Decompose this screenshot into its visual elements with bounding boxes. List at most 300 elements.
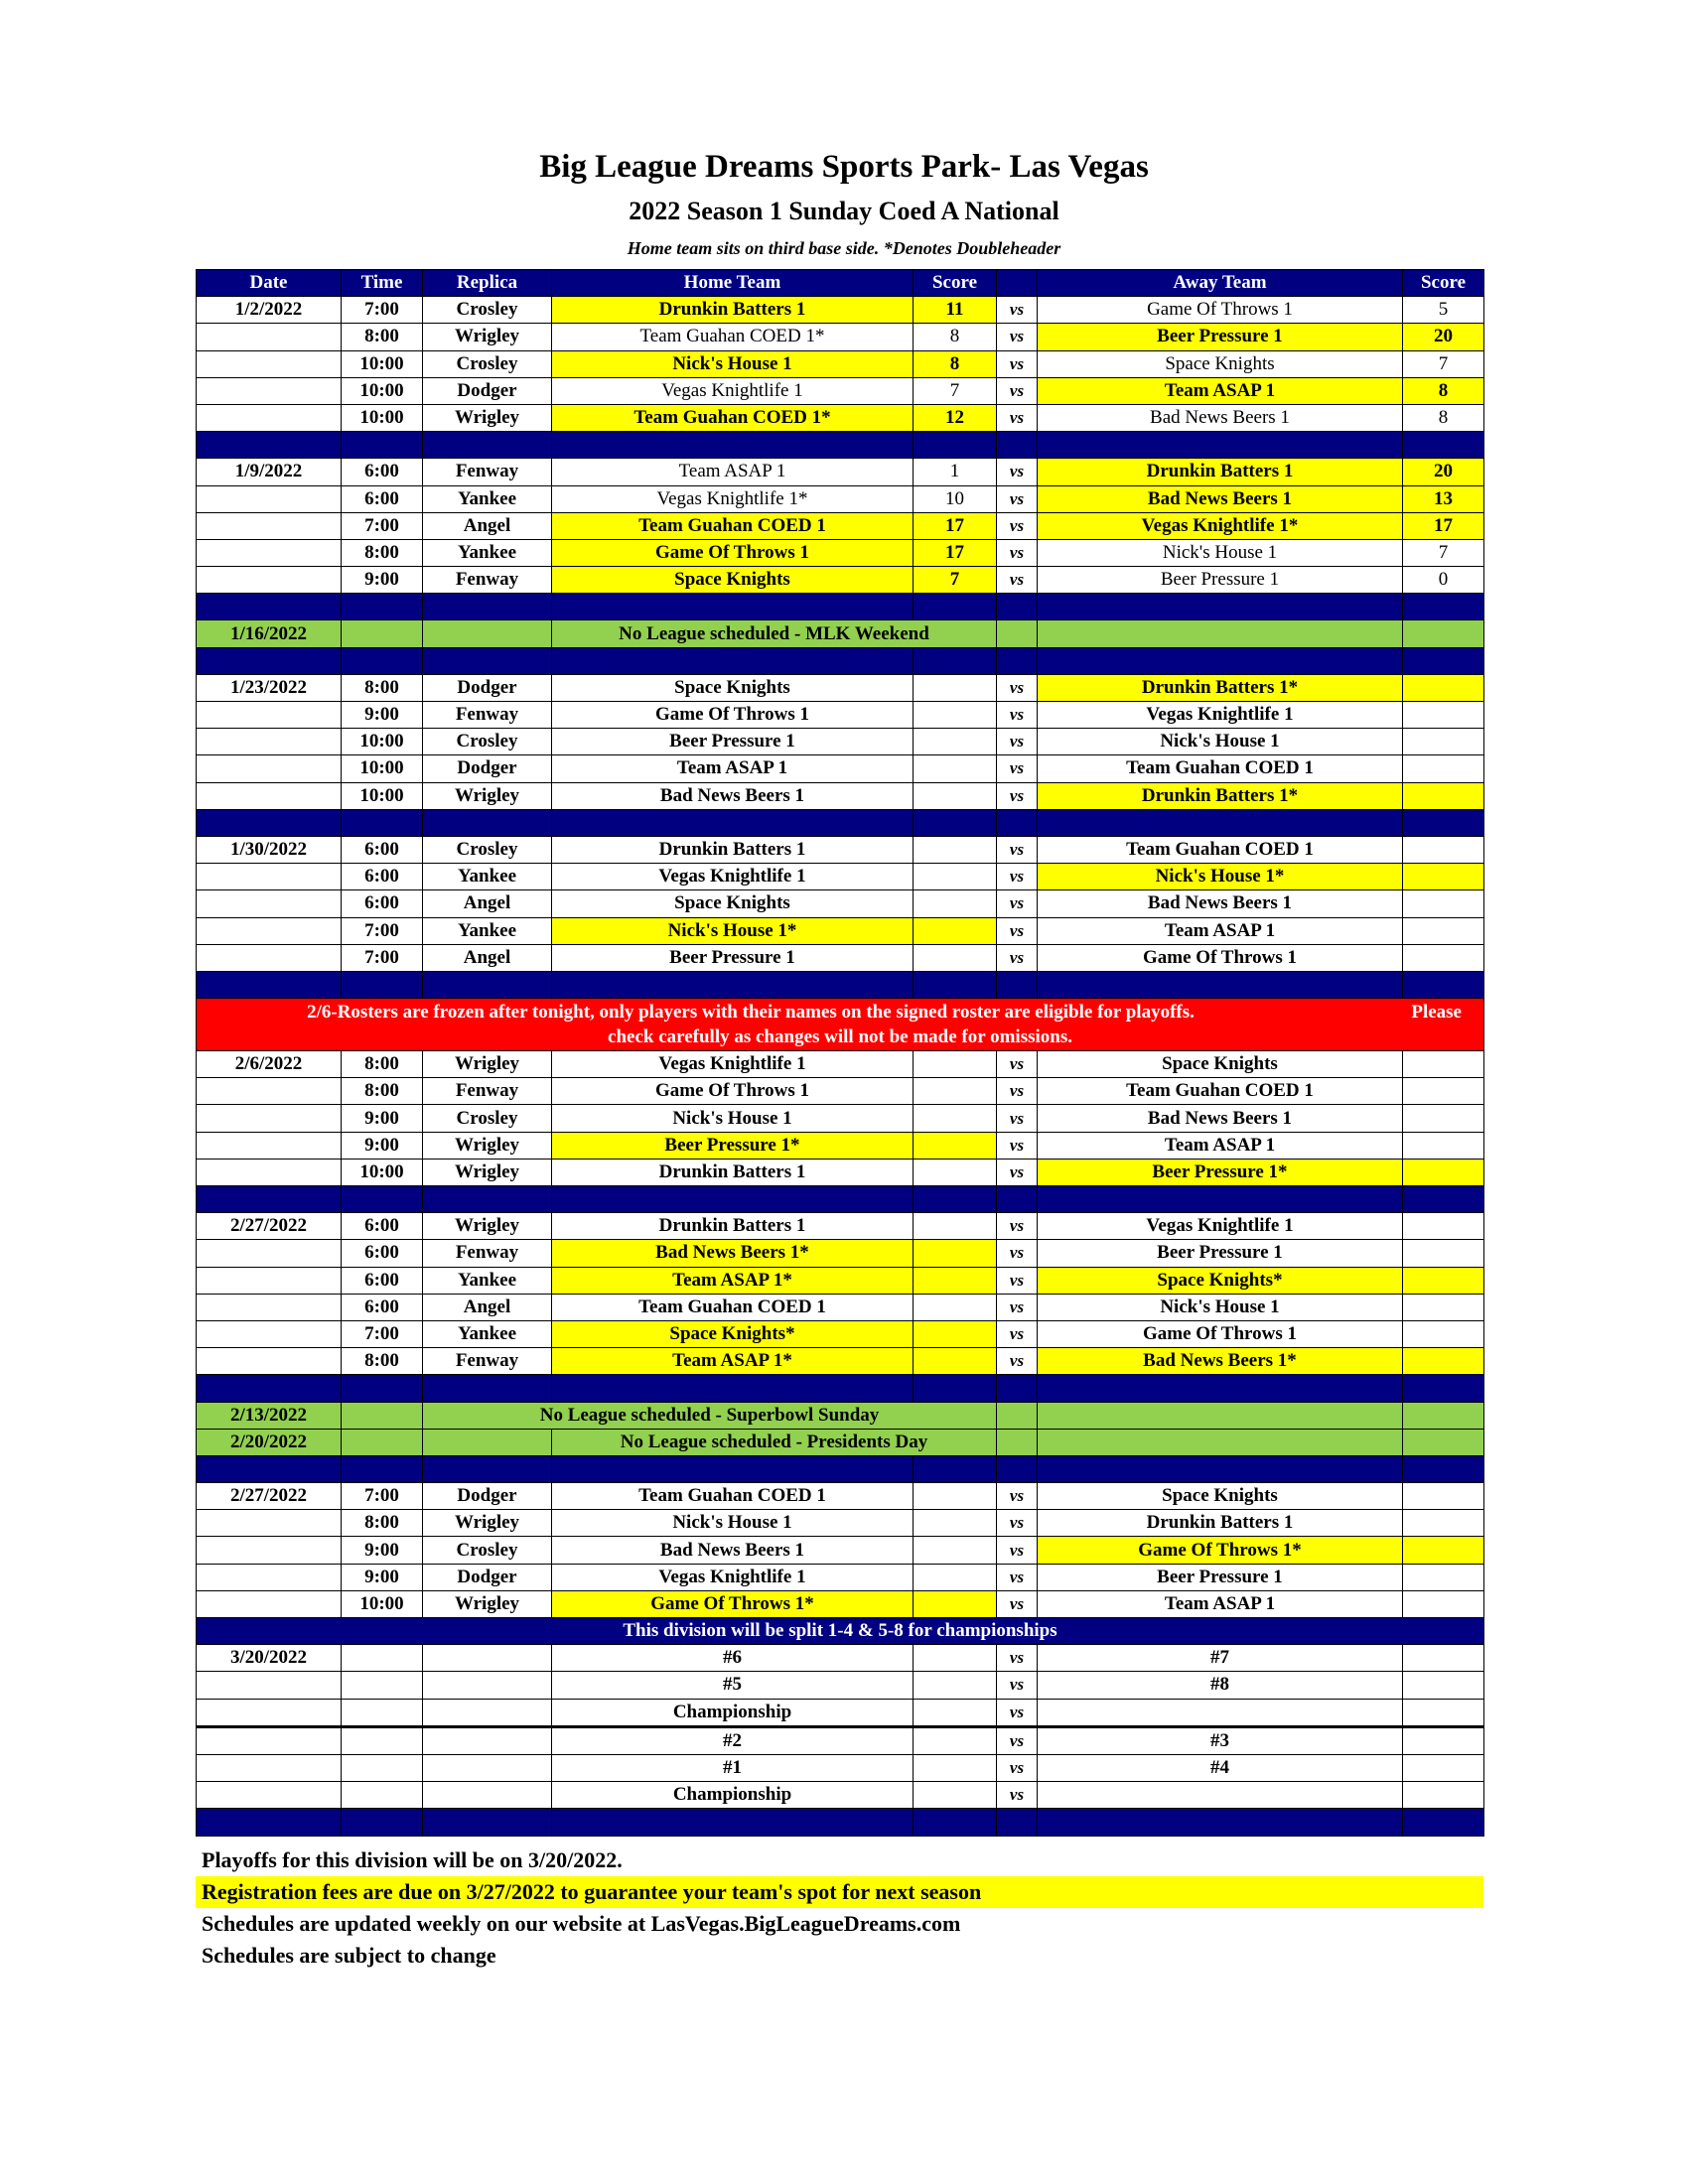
row-date: [197, 1294, 342, 1320]
no-league-row: [197, 620, 1484, 647]
row-home-team: Vegas Knightlife 1*: [552, 485, 914, 512]
page-note: Home team sits on third base side. *Denotes Doubleheader: [627, 238, 1061, 258]
row-away-team: Bad News Beers 1*: [1038, 1348, 1403, 1375]
row-home-score: [914, 1537, 997, 1564]
row-away-score: [1403, 755, 1484, 782]
row-home-team: Drunkin Batters 1: [552, 1213, 914, 1240]
row-vs: vs: [997, 1348, 1038, 1375]
no-league-text: No League scheduled - Superbowl Sunday: [423, 1402, 997, 1429]
separator-cell: [1403, 1186, 1484, 1213]
row-field: Wrigley: [423, 1510, 552, 1537]
separator-cell: [914, 1809, 997, 1836]
separator-cell: [552, 971, 914, 998]
table-header-row: [197, 270, 1484, 297]
roster-alert-wrap: [197, 1000, 1483, 1049]
separator-cell: [914, 432, 997, 459]
row-field: Wrigley: [423, 782, 552, 809]
row-away-team: Space Knights: [1038, 1483, 1403, 1510]
separator-cell: [914, 1186, 997, 1213]
row-home-team: Space Knights: [552, 567, 914, 594]
separator-cell: [997, 1186, 1038, 1213]
row-time: [342, 620, 423, 647]
row-date: [197, 1267, 342, 1294]
row-home-team: #2: [552, 1726, 914, 1754]
row-home-score: [914, 864, 997, 890]
row-field: Crosley: [423, 1105, 552, 1132]
row-time: 8:00: [342, 539, 423, 566]
row-field: Wrigley: [423, 1590, 552, 1617]
row-home-score: [914, 1782, 997, 1809]
row-vs: vs: [997, 350, 1038, 377]
row-time: 6:00: [342, 459, 423, 485]
separator-cell: [1038, 594, 1403, 620]
separator-row: [197, 1375, 1484, 1402]
separator-cell: [197, 809, 342, 836]
game-row: [197, 917, 1484, 944]
game-row: [197, 1213, 1484, 1240]
row-away-score: [1403, 864, 1484, 890]
row-away-score: [1403, 620, 1484, 647]
row-field: Wrigley: [423, 404, 552, 431]
row-away-score: [1403, 1672, 1484, 1699]
row-field: Fenway: [423, 1078, 552, 1105]
row-field: Wrigley: [423, 1213, 552, 1240]
row-vs: vs: [997, 1078, 1038, 1105]
row-away-score: [1403, 1240, 1484, 1267]
row-home-team: #6: [552, 1645, 914, 1672]
game-row: [197, 755, 1484, 782]
row-home-team: Beer Pressure 1*: [552, 1132, 914, 1159]
row-away-score: [1403, 729, 1484, 755]
col-away-header: Away Team: [1038, 270, 1403, 297]
row-time: 8:00: [342, 1348, 423, 1375]
row-date: [197, 1754, 342, 1781]
row-away-score: [1403, 1782, 1484, 1809]
row-home-team: Team Guahan COED 1: [552, 1294, 914, 1320]
separator-row: [197, 809, 1484, 836]
game-row: [197, 702, 1484, 729]
row-home-score: [914, 1754, 997, 1781]
separator-row: [197, 971, 1484, 998]
row-field: Crosley: [423, 836, 552, 863]
no-league-text: No League scheduled - Presidents Day: [552, 1429, 997, 1455]
row-home-team: Championship: [552, 1699, 914, 1726]
row-away-team: Bad News Beers 1: [1038, 485, 1403, 512]
row-vs: vs: [997, 1590, 1038, 1617]
separator-cell: [423, 1809, 552, 1836]
row-home-score: [914, 1726, 997, 1754]
roster-alert: [197, 999, 1484, 1051]
row-away-team: Game Of Throws 1: [1038, 297, 1403, 324]
row-home-score: [914, 755, 997, 782]
row-time: 10:00: [342, 782, 423, 809]
row-home-score: [914, 944, 997, 971]
row-away-team: Bad News Beers 1: [1038, 890, 1403, 917]
row-home-team: Bad News Beers 1*: [552, 1240, 914, 1267]
row-home-score: 12: [914, 404, 997, 431]
row-home-score: [914, 890, 997, 917]
separator-cell: [914, 809, 997, 836]
row-field: Yankee: [423, 917, 552, 944]
row-time: [342, 1645, 423, 1672]
row-away-team: Beer Pressure 1: [1038, 324, 1403, 350]
row-home-team: Bad News Beers 1: [552, 782, 914, 809]
row-away-team: Game Of Throws 1: [1038, 944, 1403, 971]
row-home-team: Team Guahan COED 1*: [552, 404, 914, 431]
game-row: [197, 377, 1484, 404]
separator-row: [197, 1455, 1484, 1482]
separator-cell: [423, 1375, 552, 1402]
separator-cell: [1403, 594, 1484, 620]
row-field: Yankee: [423, 1267, 552, 1294]
separator-cell: [342, 594, 423, 620]
row-time: 10:00: [342, 755, 423, 782]
website-note: Schedules are updated weekly on our website at LasVegas.BigLeagueDreams.com: [202, 1911, 961, 1936]
row-away-team: Bad News Beers 1: [1038, 1105, 1403, 1132]
row-away-team: Drunkin Batters 1: [1038, 1510, 1403, 1537]
game-row: [197, 350, 1484, 377]
row-date: [197, 567, 342, 594]
row-time: 8:00: [342, 1078, 423, 1105]
row-home-team: Game Of Throws 1: [552, 539, 914, 566]
row-home-team: Nick's House 1: [552, 1510, 914, 1537]
row-vs: vs: [997, 1294, 1038, 1320]
row-date: [197, 864, 342, 890]
row-date: [197, 1726, 342, 1754]
separator-cell: [914, 647, 997, 674]
game-row: [197, 1132, 1484, 1159]
game-row: [197, 1672, 1484, 1699]
row-vs: vs: [997, 836, 1038, 863]
row-away-team: Drunkin Batters 1*: [1038, 674, 1403, 701]
game-row: [197, 944, 1484, 971]
row-away-score: [1403, 1051, 1484, 1078]
row-time: 7:00: [342, 917, 423, 944]
row-field: Wrigley: [423, 324, 552, 350]
col-home-score-header: Score: [914, 270, 997, 297]
row-home-score: [914, 836, 997, 863]
separator-cell: [342, 809, 423, 836]
game-row: [197, 1537, 1484, 1564]
separator-cell: [997, 1809, 1038, 1836]
row-date: 1/16/2022: [197, 620, 342, 647]
separator-cell: [1038, 1186, 1403, 1213]
game-row: [197, 485, 1484, 512]
game-row: [197, 890, 1484, 917]
row-away-team: Nick's House 1*: [1038, 864, 1403, 890]
row-away-score: [1403, 836, 1484, 863]
row-vs: vs: [997, 1267, 1038, 1294]
separator-cell: [552, 1186, 914, 1213]
row-vs: vs: [997, 1699, 1038, 1726]
row-field: Yankee: [423, 539, 552, 566]
row-time: [342, 1726, 423, 1754]
row-field: Dodger: [423, 755, 552, 782]
row-away-score: [1403, 1078, 1484, 1105]
row-time: 6:00: [342, 1294, 423, 1320]
separator-cell: [197, 1375, 342, 1402]
row-away-team: Space Knights: [1038, 1051, 1403, 1078]
row-away-team: #3: [1038, 1726, 1403, 1754]
row-date: 3/20/2022: [197, 1645, 342, 1672]
row-home-team: Team Guahan COED 1: [552, 1483, 914, 1510]
row-field: Crosley: [423, 729, 552, 755]
separator-cell: [997, 594, 1038, 620]
row-date: [197, 1672, 342, 1699]
separator-cell: [552, 432, 914, 459]
separator-cell: [197, 1186, 342, 1213]
row-field: Yankee: [423, 485, 552, 512]
separator-cell: [423, 647, 552, 674]
col-replica-header: Replica: [423, 270, 552, 297]
row-vs: vs: [997, 1240, 1038, 1267]
row-time: 9:00: [342, 1537, 423, 1564]
row-home-team: #5: [552, 1672, 914, 1699]
row-time: [342, 1429, 423, 1455]
row-home-score: [914, 1699, 997, 1726]
row-home-team: Team ASAP 1*: [552, 1267, 914, 1294]
row-date: 2/13/2022: [197, 1402, 342, 1429]
row-away-team: #7: [1038, 1645, 1403, 1672]
roster-alert-row: [197, 999, 1484, 1051]
row-away-team: [1038, 1699, 1403, 1726]
row-away-score: [1403, 1754, 1484, 1781]
row-time: 7:00: [342, 512, 423, 539]
row-home-score: 11: [914, 297, 997, 324]
row-date: [197, 1159, 342, 1185]
row-away-team: Beer Pressure 1*: [1038, 1159, 1403, 1185]
row-time: 6:00: [342, 1267, 423, 1294]
row-date: [197, 404, 342, 431]
row-date: [197, 539, 342, 566]
row-away-team: Team Guahan COED 1: [1038, 836, 1403, 863]
game-row: [197, 512, 1484, 539]
separator-cell: [997, 971, 1038, 998]
row-date: 1/30/2022: [197, 836, 342, 863]
row-field: Fenway: [423, 1348, 552, 1375]
row-date: [197, 782, 342, 809]
row-date: [197, 1078, 342, 1105]
row-field: Fenway: [423, 567, 552, 594]
row-vs: vs: [997, 755, 1038, 782]
row-field: Wrigley: [423, 1051, 552, 1078]
row-field: Crosley: [423, 1537, 552, 1564]
game-row: [197, 1564, 1484, 1590]
row-vs: vs: [997, 702, 1038, 729]
separator-cell: [1403, 1809, 1484, 1836]
row-field: Dodger: [423, 1564, 552, 1590]
row-field: Fenway: [423, 459, 552, 485]
game-row: [197, 1051, 1484, 1078]
page-subtitle: 2022 Season 1 Sunday Coed A National: [629, 197, 1059, 225]
separator-cell: [423, 971, 552, 998]
row-away-team: Team Guahan COED 1: [1038, 1078, 1403, 1105]
row-vs: vs: [997, 1320, 1038, 1347]
row-home-team: Bad News Beers 1: [552, 1537, 914, 1564]
row-time: 8:00: [342, 1510, 423, 1537]
row-field: Angel: [423, 890, 552, 917]
game-row: [197, 1699, 1484, 1726]
row-away-score: [1403, 1726, 1484, 1754]
row-away-team: Game Of Throws 1: [1038, 1320, 1403, 1347]
row-date: [197, 1510, 342, 1537]
row-vs: vs: [997, 1672, 1038, 1699]
row-home-team: Space Knights*: [552, 1320, 914, 1347]
row-home-score: 7: [914, 567, 997, 594]
separator-cell: [1038, 1455, 1403, 1482]
row-home-team: Team ASAP 1: [552, 755, 914, 782]
row-away-team: Team ASAP 1: [1038, 1590, 1403, 1617]
row-home-team: Vegas Knightlife 1: [552, 377, 914, 404]
row-away-score: 20: [1403, 459, 1484, 485]
row-away-team: #8: [1038, 1672, 1403, 1699]
separator-cell: [552, 1375, 914, 1402]
row-field: [423, 1429, 552, 1455]
separator-row: [197, 594, 1484, 620]
row-time: 9:00: [342, 1105, 423, 1132]
col-time-header: Time: [342, 270, 423, 297]
row-time: 10:00: [342, 404, 423, 431]
row-home-score: [914, 1483, 997, 1510]
col-date-header: Date: [197, 270, 342, 297]
row-home-team: Vegas Knightlife 1: [552, 1051, 914, 1078]
row-away-score: [1403, 917, 1484, 944]
row-field: Dodger: [423, 377, 552, 404]
row-home-score: [914, 1078, 997, 1105]
row-home-team: Team ASAP 1*: [552, 1348, 914, 1375]
row-away-score: [1403, 1294, 1484, 1320]
roster-alert-please: Please: [1411, 1002, 1462, 1024]
separator-cell: [1403, 809, 1484, 836]
row-date: [197, 917, 342, 944]
row-time: [342, 1699, 423, 1726]
row-vs: vs: [997, 485, 1038, 512]
playoffs-note: Playoffs for this division will be on 3/20/2022.: [202, 1847, 623, 1872]
row-away-team: [1038, 1782, 1403, 1809]
separator-cell: [1038, 971, 1403, 998]
row-home-score: [914, 782, 997, 809]
row-away-team: Space Knights*: [1038, 1267, 1403, 1294]
row-date: [197, 944, 342, 971]
col-away-score-header: Score: [1403, 270, 1484, 297]
row-vs: vs: [997, 539, 1038, 566]
row-vs: vs: [997, 1754, 1038, 1781]
row-date: [197, 1348, 342, 1375]
row-time: 6:00: [342, 864, 423, 890]
row-date: 1/9/2022: [197, 459, 342, 485]
game-row: [197, 1240, 1484, 1267]
row-away-team: Nick's House 1: [1038, 729, 1403, 755]
row-away-team: Vegas Knightlife 1: [1038, 1213, 1403, 1240]
row-date: [197, 324, 342, 350]
row-vs: vs: [997, 1564, 1038, 1590]
row-away-score: 20: [1403, 324, 1484, 350]
row-away-team: Space Knights: [1038, 350, 1403, 377]
row-date: [197, 1105, 342, 1132]
row-away-score: [1403, 1320, 1484, 1347]
row-date: 1/2/2022: [197, 297, 342, 324]
row-home-team: #1: [552, 1754, 914, 1781]
row-home-score: [914, 917, 997, 944]
row-home-score: 10: [914, 485, 997, 512]
row-vs: vs: [997, 1645, 1038, 1672]
separator-cell: [552, 809, 914, 836]
row-away-team: Beer Pressure 1: [1038, 567, 1403, 594]
row-field: [423, 1672, 552, 1699]
row-field: [423, 1782, 552, 1809]
row-home-score: [914, 1294, 997, 1320]
row-away-score: [1403, 1483, 1484, 1510]
separator-cell: [197, 432, 342, 459]
row-home-team: Nick's House 1: [552, 350, 914, 377]
row-time: 6:00: [342, 836, 423, 863]
row-home-team: Drunkin Batters 1: [552, 836, 914, 863]
row-date: [197, 702, 342, 729]
row-away-team: Beer Pressure 1: [1038, 1240, 1403, 1267]
row-away-team: Team Guahan COED 1: [1038, 755, 1403, 782]
game-row: [197, 1510, 1484, 1537]
row-time: 7:00: [342, 1320, 423, 1347]
row-home-score: [914, 1672, 997, 1699]
separator-cell: [1403, 1375, 1484, 1402]
row-vs: vs: [997, 377, 1038, 404]
row-time: 10:00: [342, 1590, 423, 1617]
row-away-team: Vegas Knightlife 1: [1038, 702, 1403, 729]
row-field: [423, 1645, 552, 1672]
row-field: Angel: [423, 512, 552, 539]
row-field: Dodger: [423, 674, 552, 701]
game-row: [197, 297, 1484, 324]
separator-cell: [1403, 432, 1484, 459]
row-away-score: [1403, 1510, 1484, 1537]
row-away-score: [1403, 1132, 1484, 1159]
row-home-team: Team ASAP 1: [552, 459, 914, 485]
game-row: [197, 1726, 1484, 1754]
row-home-score: [914, 1510, 997, 1537]
row-away-score: [1403, 782, 1484, 809]
game-row: [197, 836, 1484, 863]
row-time: 10:00: [342, 729, 423, 755]
separator-cell: [423, 1186, 552, 1213]
row-time: 6:00: [342, 1213, 423, 1240]
separator-cell: [342, 1809, 423, 1836]
row-home-team: Game Of Throws 1: [552, 1078, 914, 1105]
row-date: [197, 755, 342, 782]
row-away-score: 7: [1403, 539, 1484, 566]
row-time: 10:00: [342, 350, 423, 377]
row-home-team: Game Of Throws 1*: [552, 1590, 914, 1617]
row-field: Wrigley: [423, 1132, 552, 1159]
row-time: 10:00: [342, 377, 423, 404]
game-row: [197, 1483, 1484, 1510]
row-away-score: [1403, 944, 1484, 971]
row-home-score: 7: [914, 377, 997, 404]
row-away-score: [1403, 1159, 1484, 1185]
row-vs: vs: [997, 917, 1038, 944]
row-date: 1/23/2022: [197, 674, 342, 701]
row-date: [197, 890, 342, 917]
row-vs: vs: [997, 1159, 1038, 1185]
row-date: [197, 485, 342, 512]
row-time: 9:00: [342, 1132, 423, 1159]
page-title: Big League Dreams Sports Park- Las Vegas: [539, 149, 1149, 185]
game-row: [197, 1159, 1484, 1185]
separator-cell: [423, 432, 552, 459]
row-time: 7:00: [342, 297, 423, 324]
row-away-score: [1403, 702, 1484, 729]
row-away-score: [1403, 1402, 1484, 1429]
row-field: Crosley: [423, 297, 552, 324]
